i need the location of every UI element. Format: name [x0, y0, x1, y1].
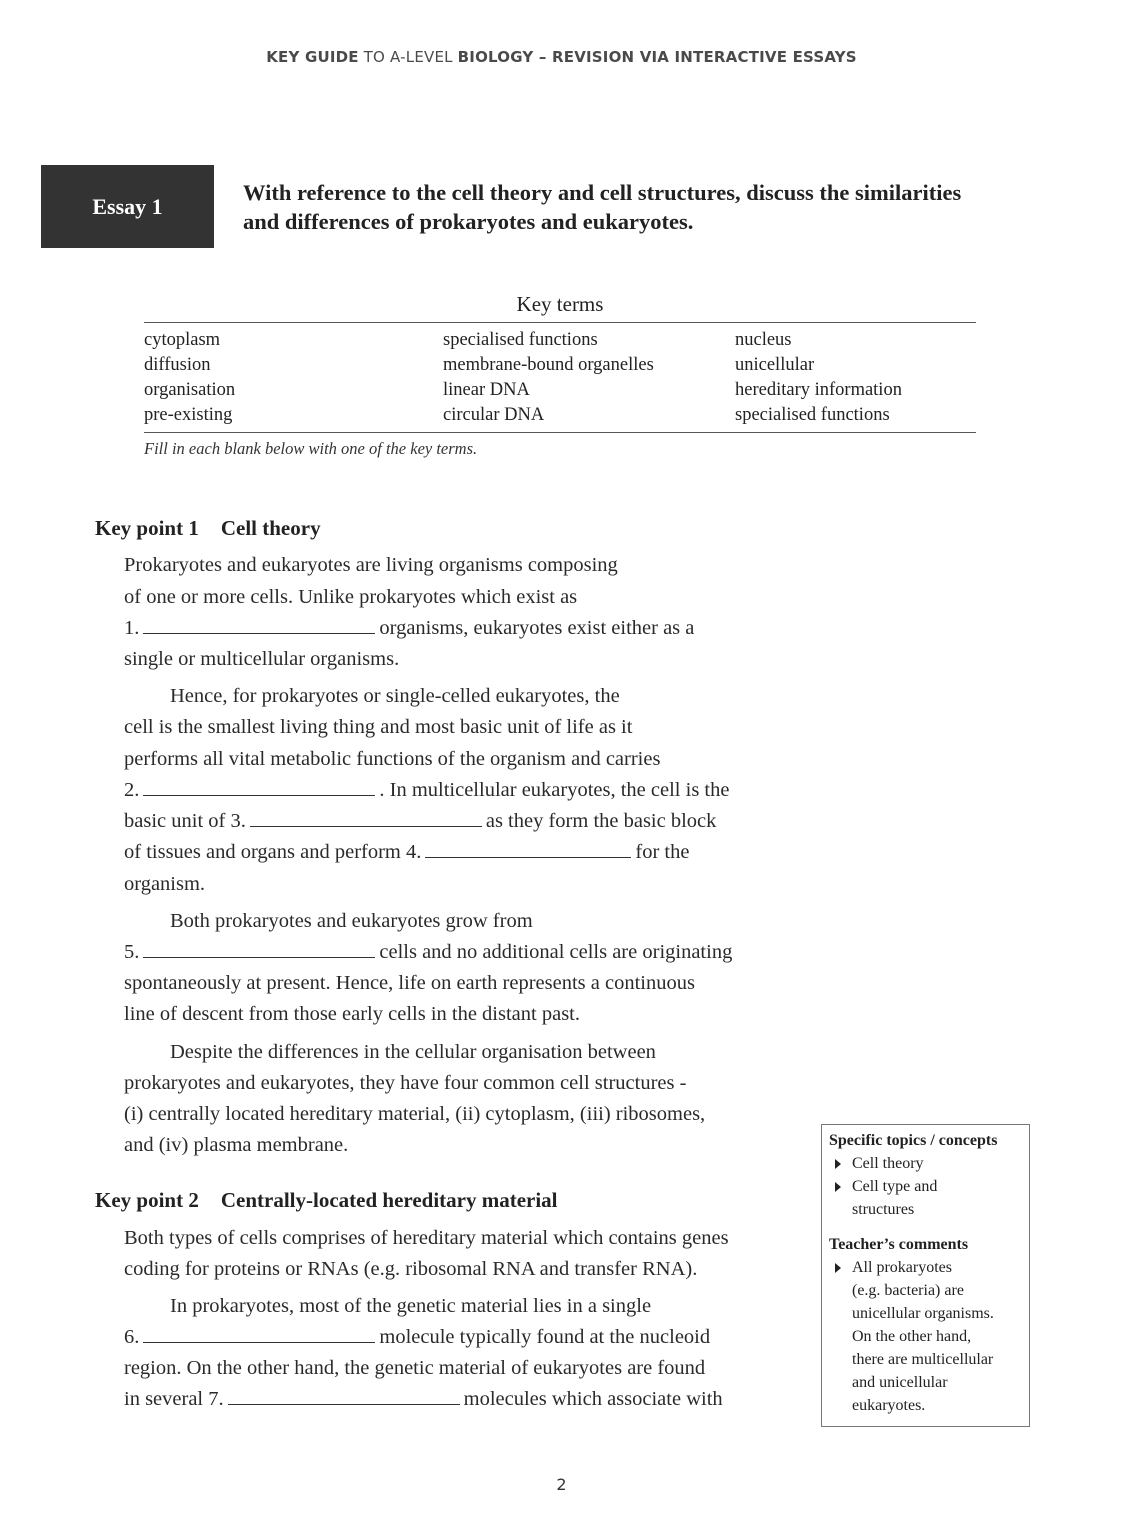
paragraph-line: (i) centrally located hereditary material, (ii) cytoplasm, (iii) ribosomes,	[124, 1103, 706, 1125]
answer-blank-2[interactable]	[143, 781, 375, 796]
key-term: pre-existing	[144, 405, 233, 425]
key-term: linear DNA	[443, 380, 530, 400]
answer-blank-1[interactable]	[143, 619, 375, 634]
topic-text: structures	[852, 1201, 915, 1218]
paragraph-line	[124, 810, 716, 833]
essay-question	[243, 178, 1043, 236]
blank-number: in several 7.	[124, 1388, 224, 1410]
paragraph-line	[124, 941, 732, 964]
paragraph-line	[124, 1388, 723, 1411]
key-term: membrane-bound organelles	[443, 355, 654, 375]
key-terms-column	[144, 328, 443, 428]
paragraph-line: spontaneously at present. Hence, life on earth represents a continuous	[124, 972, 695, 994]
paragraph-line	[124, 1326, 710, 1349]
topic-text: Cell type and	[852, 1178, 938, 1195]
triangle-bullet-icon	[835, 1159, 841, 1169]
line-text: organisms, eukaryotes exist either as a	[379, 617, 695, 639]
page-number: 2	[556, 1475, 567, 1494]
sidebar-box	[821, 1124, 1030, 1427]
topic-text: Cell theory	[852, 1155, 924, 1172]
paragraph-line: prokaryotes and eukaryotes, they have four common cell structures -	[124, 1072, 687, 1094]
key-term: specialised functions	[443, 330, 598, 350]
line-text: cells and no additional cells are originating	[379, 941, 733, 963]
essay-question-line: With reference to the cell theory and cell structures, discuss the similarities	[243, 180, 962, 205]
paragraph-line: Both prokaryotes and eukaryotes grow from	[170, 910, 533, 932]
topic-item	[829, 1175, 1023, 1221]
paragraph-line: performs all vital metabolic functions of the organism and carries	[124, 748, 661, 770]
paragraph-line: Hence, for prokaryotes or single-celled eukaryotes, the	[170, 685, 620, 707]
key-terms-grid	[144, 323, 976, 433]
comment-text: there are multicellular	[852, 1351, 994, 1368]
key-point-2-heading	[95, 1188, 558, 1213]
key-term: diffusion	[144, 355, 211, 375]
comment-text: eukaryotes.	[852, 1397, 926, 1414]
blank-number: 2.	[124, 779, 140, 801]
paragraph-line	[124, 779, 729, 802]
comment-item	[829, 1256, 1023, 1417]
comment-text: and unicellular	[852, 1374, 948, 1391]
key-point-1-heading	[95, 516, 321, 541]
paragraph-line: Prokaryotes and eukaryotes are living organisms composing	[124, 554, 618, 576]
fill-instruction: Fill in each blank below with one of the key terms.	[144, 439, 478, 458]
essay-question-line: and differences of prokaryotes and eukaryotes.	[243, 209, 694, 234]
comment-text: (e.g. bacteria) are	[852, 1282, 964, 1299]
key-terms-column	[443, 328, 735, 428]
paragraph-line: line of descent from those early cells in the distant past.	[124, 1003, 580, 1025]
triangle-bullet-icon	[835, 1263, 841, 1273]
paragraph-line: In prokaryotes, most of the genetic material lies in a single	[170, 1295, 652, 1317]
header-subtitle: TO A-LEVEL	[358, 48, 458, 66]
blank-number: of tissues and organs and perform 4.	[124, 841, 422, 863]
paragraph-line: organism.	[124, 873, 206, 895]
paragraph-line: coding for proteins or RNAs (e.g. ribosomal RNA and transfer RNA).	[124, 1258, 698, 1280]
line-text: as they form the basic block	[485, 810, 717, 832]
paragraph-line: region. On the other hand, the genetic material of eukaryotes are found	[124, 1357, 706, 1379]
key-term: circular DNA	[443, 405, 545, 425]
paragraph-line: Despite the differences in the cellular organisation between	[170, 1041, 656, 1063]
answer-blank-7[interactable]	[228, 1390, 460, 1405]
answer-blank-6[interactable]	[143, 1328, 375, 1343]
key-term: unicellular	[735, 355, 815, 375]
blank-number: basic unit of 3.	[124, 810, 246, 832]
running-header	[0, 48, 1123, 66]
key-point-title: Centrally-located hereditary material	[220, 1188, 558, 1212]
essay-label-box	[41, 165, 214, 248]
comment-text: On the other hand,	[852, 1328, 972, 1345]
paragraph-line	[124, 617, 694, 640]
key-term: organisation	[144, 380, 236, 400]
key-term: hereditary information	[735, 380, 902, 400]
line-text: molecules which associate with	[463, 1388, 723, 1410]
triangle-bullet-icon	[835, 1182, 841, 1192]
blank-number: 6.	[124, 1326, 140, 1348]
comment-text: All prokaryotes	[852, 1259, 952, 1276]
comments-heading: Teacher’s comments	[829, 1236, 969, 1253]
paragraph-line: single or multicellular organisms.	[124, 648, 400, 670]
comment-text: unicellular organisms.	[852, 1305, 994, 1322]
key-term: nucleus	[735, 330, 792, 350]
essay-label: Essay 1	[92, 193, 163, 219]
header-subject: BIOLOGY – REVISION VIA INTERACTIVE ESSAYS	[457, 48, 857, 66]
paragraph-line: cell is the smallest living thing and most basic unit of life as it	[124, 716, 633, 738]
line-text: for the	[635, 841, 690, 863]
key-terms-box	[144, 290, 976, 459]
key-terms-title: Key terms	[144, 290, 976, 323]
line-text: . In multicellular eukaryotes, the cell is the	[379, 779, 730, 801]
key-term: specialised functions	[735, 405, 890, 425]
topic-item	[829, 1152, 1023, 1175]
paragraph-line: and (iv) plasma membrane.	[124, 1134, 349, 1156]
paragraph-line: Both types of cells comprises of hereditary material which contains genes	[124, 1227, 729, 1249]
topics-heading: Specific topics / concepts	[829, 1132, 998, 1149]
line-text: molecule typically found at the nucleoid	[379, 1326, 711, 1348]
answer-blank-3[interactable]	[250, 812, 482, 827]
blank-number: 5.	[124, 941, 140, 963]
paragraph-line	[124, 841, 689, 864]
answer-blank-4[interactable]	[425, 843, 631, 858]
key-term: cytoplasm	[144, 330, 221, 350]
key-terms-column	[735, 328, 976, 428]
key-point-title: Cell theory	[220, 516, 321, 540]
paragraph-line: of one or more cells. Unlike prokaryotes which exist as	[124, 586, 578, 608]
header-guide: KEY GUIDE	[266, 48, 359, 66]
key-point-label: Key point 2	[95, 1188, 199, 1212]
answer-blank-5[interactable]	[143, 943, 375, 958]
key-point-label: Key point 1	[95, 516, 199, 540]
blank-number: 1.	[124, 617, 140, 639]
